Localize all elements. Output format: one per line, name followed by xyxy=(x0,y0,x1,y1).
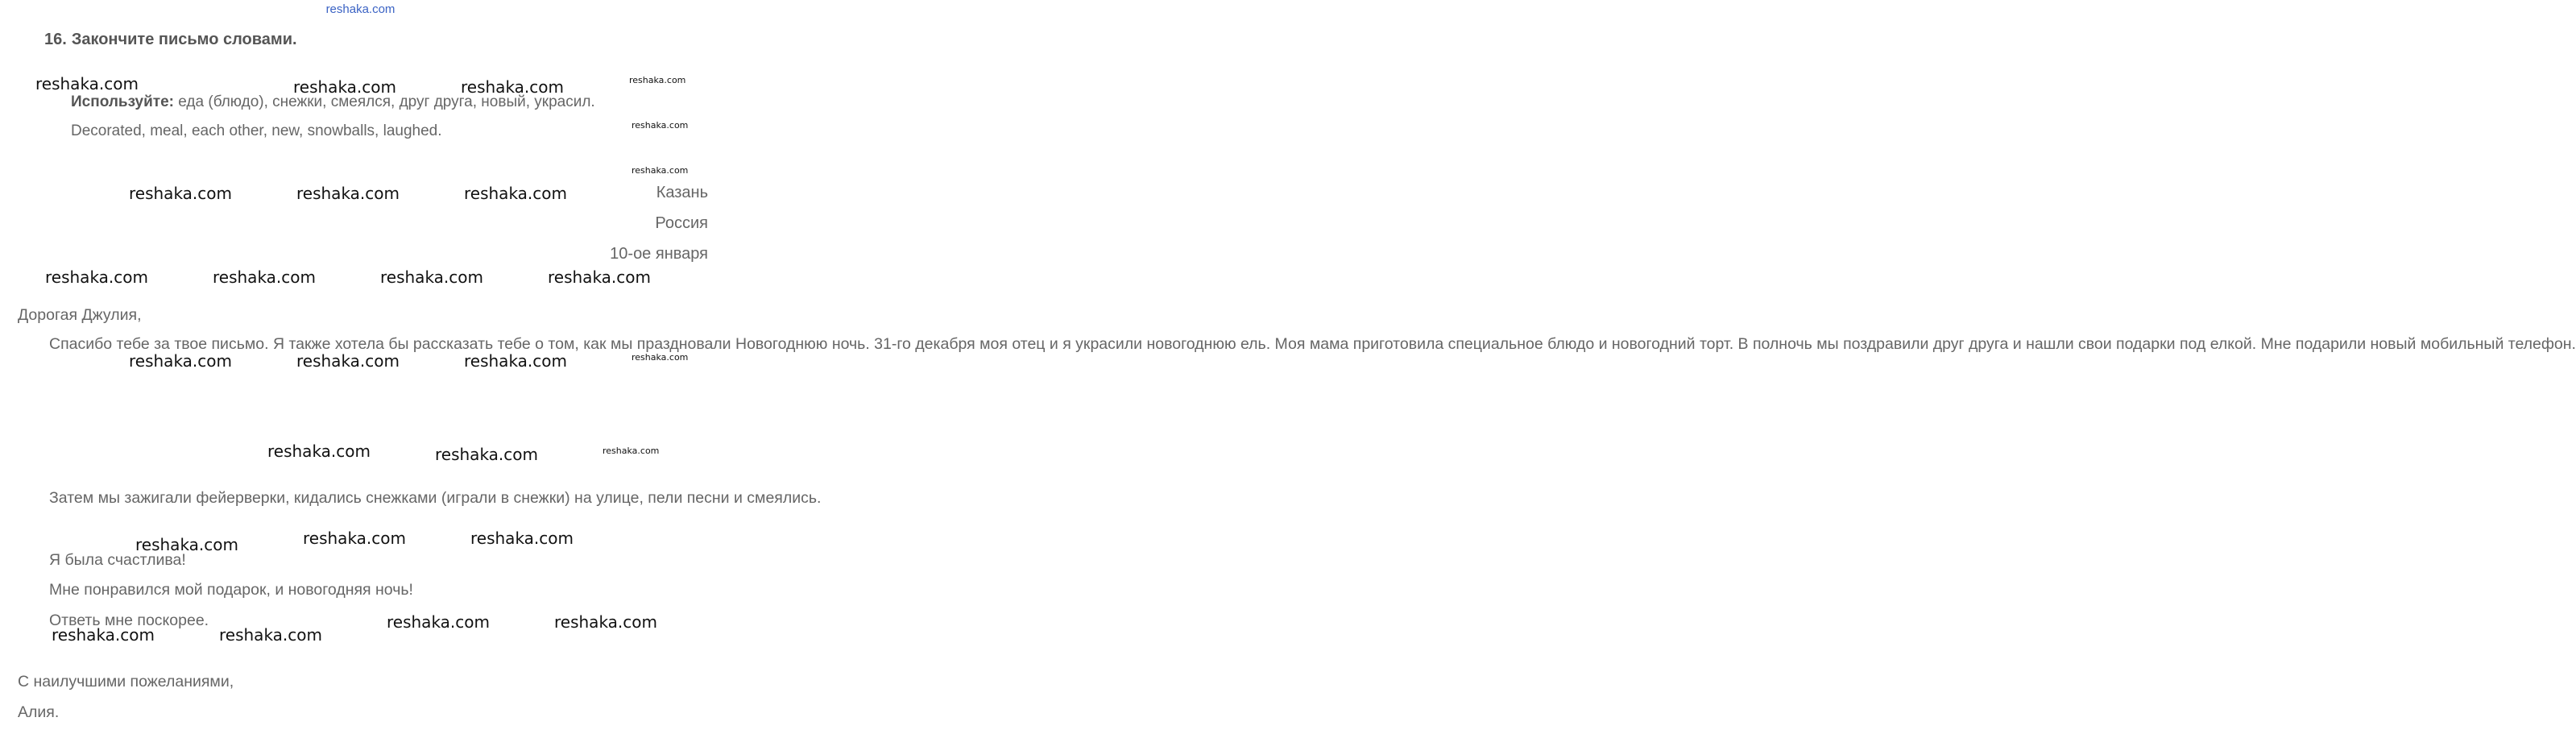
watermark: reshaka.com xyxy=(35,74,139,93)
letter-closing: С наилучшими пожеланиями, xyxy=(18,673,234,690)
letter-line-reply: Ответь мне поскорее. xyxy=(49,612,209,629)
paragraph-1-text: Спасибо тебе за твое письмо. Я также хотела бы рассказать тебе о том, как мы праздновали Новогоднюю ночь. 31-го декабря моя отец и я украсили новогоднюю ель. Моя мама приготовила специальное блюдо и новогодний торт. В полночь мы поздравили друг друга и нашли свои подарки под елкой. Мне подарили новый мобильный телефон. xyxy=(49,335,2576,353)
watermark: reshaka.com xyxy=(129,351,232,371)
watermark: reshaka.com xyxy=(461,77,564,97)
watermark: reshaka.com xyxy=(470,529,574,548)
watermark: reshaka.com xyxy=(296,184,400,203)
letter-signature: Алия. xyxy=(18,703,60,721)
watermark: reshaka.com xyxy=(603,446,660,456)
letter-paragraph-2 xyxy=(18,483,822,514)
watermark: reshaka.com xyxy=(629,75,686,85)
task-heading xyxy=(44,31,297,49)
watermark: reshaka.com xyxy=(296,351,400,371)
watermark: reshaka.com xyxy=(464,351,567,371)
letter-line-liked: Мне понравился мой подарок, и новогодняя ночь! xyxy=(49,581,413,599)
letter-greeting: Дорогая Джулия, xyxy=(18,306,142,324)
watermark: reshaka.com xyxy=(267,442,371,461)
use-label: Используйте: xyxy=(71,93,174,110)
address-country: Россия xyxy=(655,214,708,232)
watermark: reshaka.com xyxy=(464,184,567,203)
watermark: reshaka.com xyxy=(632,165,689,176)
paragraph-2-text: Затем мы зажигали фейерверки, кидались снежками (играли в снежки) на улице, пели песни и смеялись. xyxy=(49,489,822,507)
watermark: reshaka.com xyxy=(129,184,232,203)
watermark: reshaka.com xyxy=(548,267,651,287)
watermark: reshaka.com xyxy=(135,535,238,554)
site-link[interactable]: reshaka.com xyxy=(325,2,396,16)
watermark: reshaka.com xyxy=(387,612,490,632)
address-city: Казань xyxy=(656,184,708,201)
watermark: reshaka.com xyxy=(293,77,396,97)
task-title: Закончите письмо словами. xyxy=(71,31,297,48)
address-date: 10-ое января xyxy=(610,245,708,263)
word-list-english: Decorated, meal, each other, new, snowballs, laughed. xyxy=(71,122,442,139)
use-words: еда (блюдо), снежки, смеялся, друг друга, новый, украсил. xyxy=(174,93,595,110)
watermark: reshaka.com xyxy=(380,267,483,287)
watermark: reshaka.com xyxy=(213,267,316,287)
watermark: reshaka.com xyxy=(303,529,406,548)
watermark: reshaka.com xyxy=(45,267,148,287)
task-number: 16. xyxy=(44,31,67,48)
watermark: reshaka.com xyxy=(632,120,689,131)
watermark: reshaka.com xyxy=(219,625,322,645)
letter-line-happy: Я была счастлива! xyxy=(49,551,186,569)
watermark: reshaka.com xyxy=(435,445,538,464)
watermark: reshaka.com xyxy=(554,612,657,632)
watermark: reshaka.com xyxy=(632,352,689,363)
watermark: reshaka.com xyxy=(52,625,155,645)
